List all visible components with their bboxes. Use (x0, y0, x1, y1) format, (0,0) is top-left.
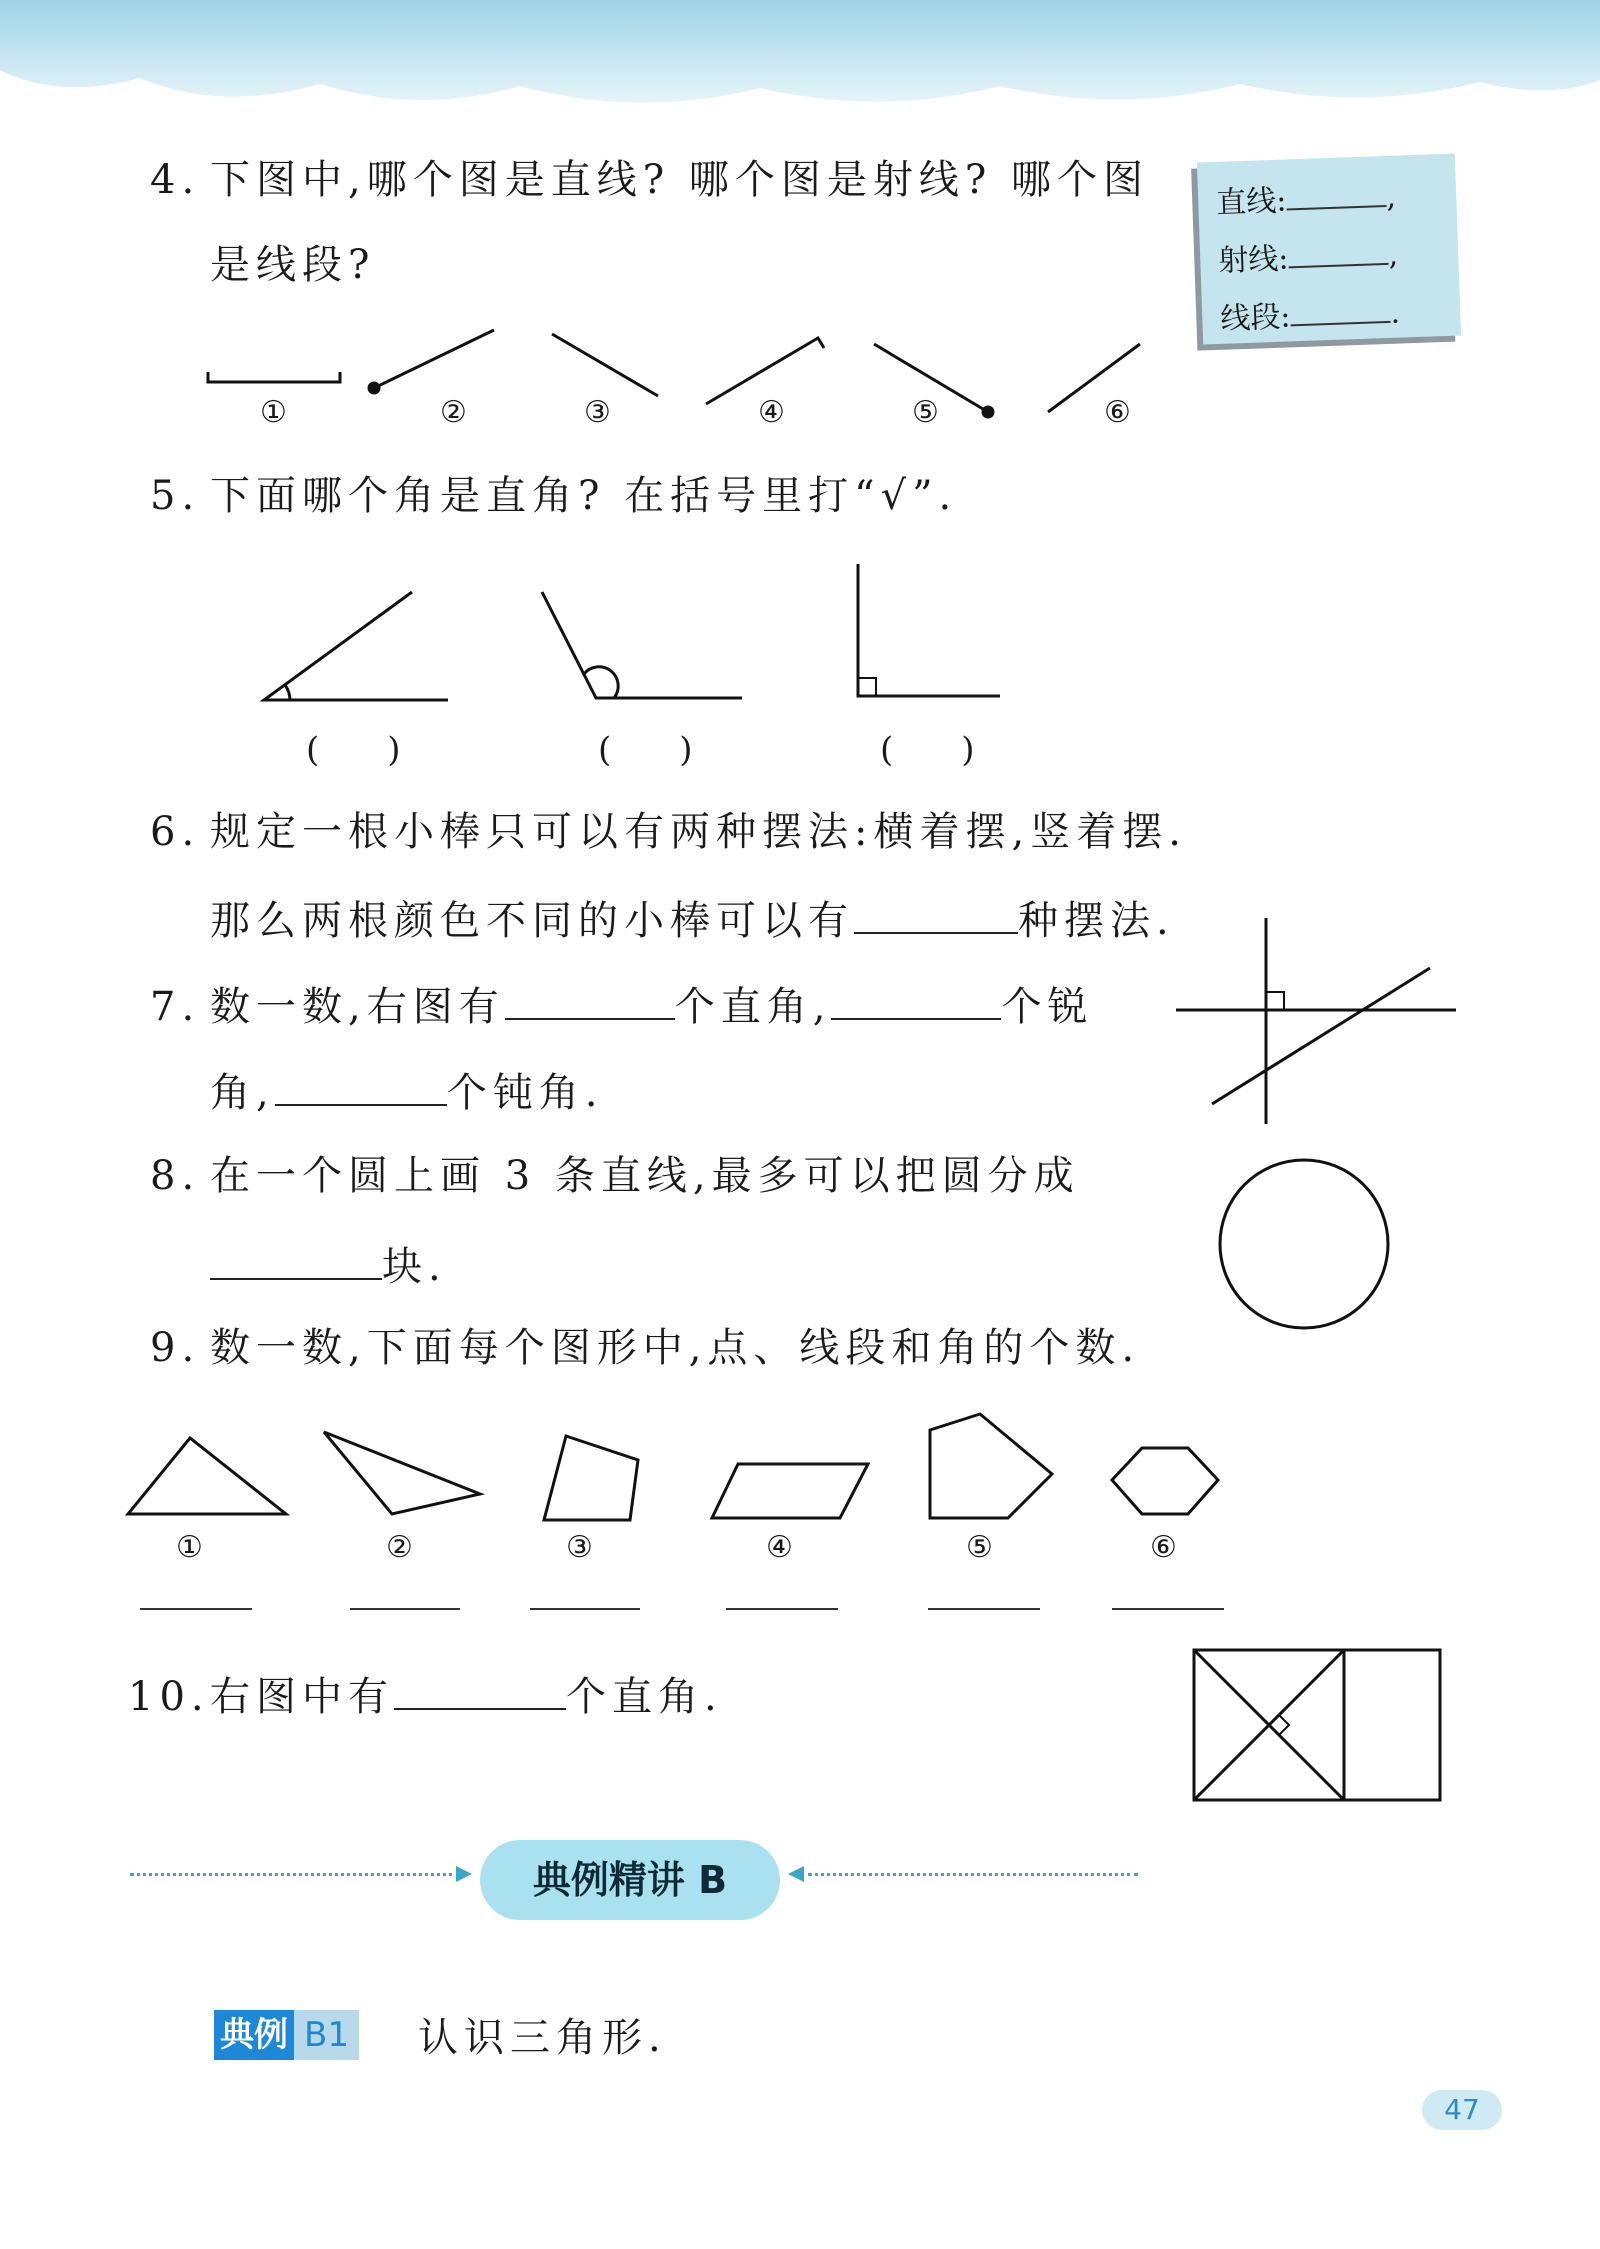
q4-label-4: ④ (758, 395, 785, 430)
card-line-blank[interactable] (1286, 181, 1387, 210)
q10-line (128, 1674, 723, 1720)
section-arrow-right-icon (456, 1864, 476, 1884)
q7-right-angle-mark (1266, 992, 1284, 1010)
q9-text: 数一数,下面每个图形中,点、线段和角的个数. (210, 1325, 1141, 1371)
q4-label-3: ③ (584, 395, 611, 430)
q9-shape2-triangle (324, 1432, 480, 1514)
q4-fig5-endpoint (983, 407, 993, 417)
q7-text-mid2: 个锐 (1001, 984, 1094, 1030)
q4-line1 (150, 157, 1150, 203)
q7-number: 7. (150, 984, 201, 1030)
q4-label-6: ⑥ (1104, 395, 1131, 430)
page-number: 47 (1422, 2090, 1502, 2130)
q9-shape1-triangle (128, 1438, 286, 1514)
q9-label-2: ② (386, 1530, 413, 1565)
q9-label-4: ④ (766, 1530, 793, 1565)
q6-line1 (150, 809, 1187, 855)
section-divider-left (130, 1873, 460, 1876)
q5-answer-paren-3[interactable]: ( ) (880, 730, 975, 770)
q9-shapes (0, 1410, 1600, 1520)
q9-answer-line-4[interactable] (726, 1608, 838, 1610)
section-title: 典例精讲 B (480, 1840, 780, 1920)
card-ray-label: 射线: (1217, 241, 1290, 279)
q8-number: 8. (150, 1153, 201, 1199)
card-line-label: 直线: (1215, 183, 1288, 221)
q4-label-2: ② (440, 395, 467, 430)
q10-answer-blank[interactable] (394, 1674, 566, 1710)
q7-text-line2-post: 个钝角. (446, 1070, 604, 1116)
q9-answer-line-5[interactable] (928, 1608, 1040, 1610)
example-badge (214, 2010, 359, 2060)
q9-shape6-hexagon (1112, 1448, 1218, 1514)
q5-right-angle-mark (858, 678, 876, 696)
q10-right-rectangle (1344, 1650, 1440, 1800)
q9-label-3: ③ (566, 1530, 593, 1565)
q9-answer-line-2[interactable] (350, 1608, 460, 1610)
q9-line (150, 1325, 1141, 1371)
q7-text-pre: 数一数,右图有 (210, 984, 505, 1030)
q10-right-angle-mark (1269, 1715, 1289, 1735)
q5-acute-angle (264, 592, 448, 700)
q5-angle-figures (0, 560, 1600, 720)
q10-number: 10. (128, 1674, 210, 1720)
q5-answer-paren-1[interactable]: ( ) (306, 730, 401, 770)
q8-answer-blank[interactable] (210, 1244, 382, 1280)
q8-line1 (150, 1153, 1080, 1199)
q8-text: 在一个圆上画 3 条直线,最多可以把圆分成 (210, 1153, 1080, 1199)
q4-label-1: ① (260, 395, 287, 430)
q7-intersecting-lines-figure (0, 910, 1600, 1150)
q9-answer-line-1[interactable] (140, 1608, 252, 1610)
card-comma: , (1387, 237, 1399, 273)
header-cloud-decoration (0, 0, 1600, 130)
example-badge-label: 典例 (214, 2010, 294, 2060)
q9-label-1: ① (176, 1530, 203, 1565)
section-divider-right (808, 1873, 1138, 1876)
q9-label-6: ⑥ (1150, 1530, 1177, 1565)
card-segment-label: 线段: (1219, 299, 1292, 337)
q5-acute-arc (285, 685, 290, 700)
card-ray-row (1217, 230, 1398, 280)
q9-label-5: ⑤ (966, 1530, 993, 1565)
card-line-row (1215, 172, 1396, 222)
q5-right-angle (858, 564, 1000, 696)
example-text: 认识三角形. (418, 2015, 667, 2061)
q5-number: 5. (150, 473, 201, 519)
q6-text-post: 种摆法. (1018, 898, 1175, 944)
q10-square-figure (1190, 1646, 1450, 1846)
q6-text-pre: 那么两根颜色不同的小棒可以有 (210, 898, 854, 944)
q9-shape5-pentagon (930, 1414, 1052, 1518)
q8-circle (1220, 1160, 1388, 1328)
q4-label-5: ⑤ (912, 395, 939, 430)
q4-fig2-endpoint (369, 383, 379, 393)
q8-circle-figure (1220, 1160, 1420, 1360)
q5-line (150, 473, 958, 519)
q4-answer-card (1197, 154, 1461, 345)
card-comma: , (1385, 179, 1397, 215)
q5-obtuse-angle (542, 592, 742, 698)
q10-text-pre: 右图中有 (210, 1674, 394, 1720)
card-ray-blank[interactable] (1288, 239, 1389, 268)
q5-text: 下面哪个角是直角? 在括号里打“√”. (210, 473, 958, 519)
q4-fig2-ray (374, 330, 494, 388)
card-period: . (1389, 295, 1401, 331)
q9-number: 9. (150, 1325, 201, 1371)
q9-shape4-parallelogram (712, 1464, 868, 1518)
section-arrow-left-icon (786, 1864, 806, 1884)
q4-fig1-segment (208, 372, 340, 382)
q7-text-mid1: 个直角, (674, 984, 832, 1030)
q9-shape3-quadrilateral (544, 1436, 638, 1520)
q7-diagonal-line (1212, 968, 1430, 1104)
q4-line2: 是线段? (210, 242, 376, 288)
example-badge-id: B1 (294, 2010, 359, 2060)
q8-text-post: 块. (382, 1244, 447, 1290)
q6-text: 规定一根小棒只可以有两种摆法:横着摆,竖着摆. (210, 809, 1187, 855)
q7-text-line2-pre: 角, (210, 1070, 275, 1116)
q5-answer-paren-2[interactable]: ( ) (598, 730, 693, 770)
q10-text-post: 个直角. (566, 1674, 723, 1720)
q8-line2 (210, 1244, 447, 1290)
q4-fig3-line (552, 334, 658, 396)
q9-answer-line-6[interactable] (1112, 1608, 1224, 1610)
q6-number: 6. (150, 809, 201, 855)
q4-text: 下图中,哪个图是直线? 哪个图是射线? 哪个图 (210, 157, 1150, 203)
q9-answer-line-3[interactable] (530, 1608, 640, 1610)
q4-figures (0, 320, 1600, 440)
q4-number: 4. (150, 157, 201, 203)
